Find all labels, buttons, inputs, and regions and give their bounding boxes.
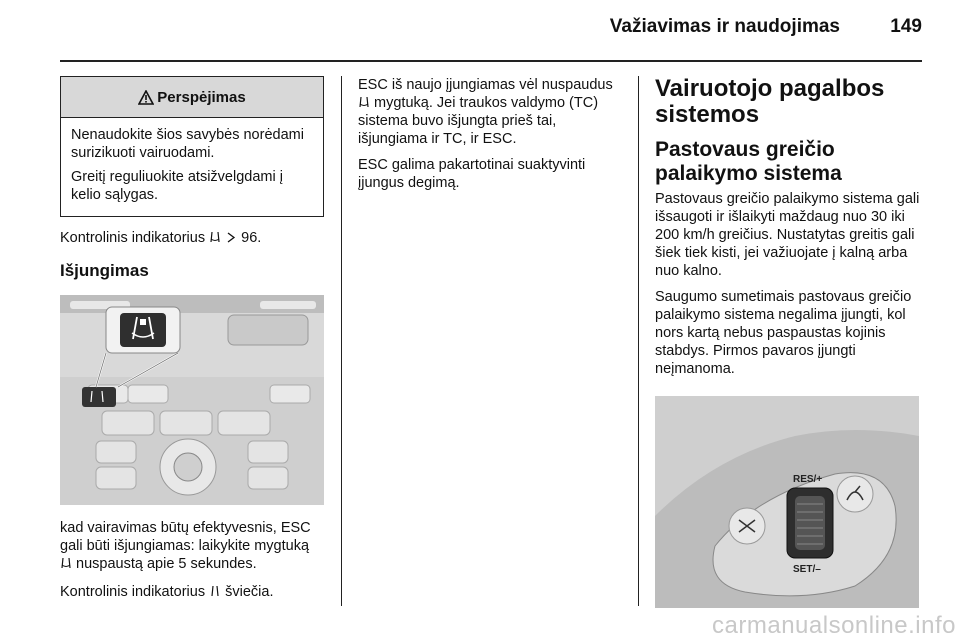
section-heading-off: Išjungimas — [60, 261, 149, 280]
warning-text-2: Greitį reguliuokite atsižvelgdami į kelio sąlygas. — [71, 169, 283, 203]
esc-button-console-illustration — [60, 295, 324, 505]
esc-reactivate-paragraph — [358, 76, 620, 148]
warning-title: Perspėjimas — [157, 88, 246, 106]
page-number: 149 — [890, 16, 922, 37]
column-2 — [358, 76, 620, 192]
esc-reactivate-end: mygtuką. Jei traukos valdymo (TC) sistema buvo išjungta prieš tai, išjungiama ir TC, ir ESC. — [358, 95, 599, 147]
esc-ignition-paragraph: ESC galima pakartotinai suaktyvinti įjungus degimą. — [358, 157, 586, 191]
esc-off-icon — [60, 557, 72, 570]
watermark-url: carmanualsonline.info — [712, 612, 956, 639]
header-rule — [60, 60, 922, 62]
indicator-ref: 96. — [241, 230, 262, 246]
column-divider-1 — [341, 76, 342, 606]
cruise-paragraph-2: Saugumo sumetimais pastovaus greičio palaikymo sistema negalima įjungti, kol nors kartą nebus paspaustas kojinis stabdys. Pirmos pavaros įjungti neįmanoma. — [655, 289, 912, 377]
esc-off-icon — [209, 231, 221, 244]
cruise-paragraph-1: Pastovaus greičio palaikymo sistema gali išsaugoti ir išlaikyti maždaug nuo 30 iki 200 km/h greičius. Nustatytas greitis gali šiek tiek kisti, jei važiuojate į kalną arba nuo kalno. — [655, 191, 920, 279]
warning-text-1: Nenaudokite šios savybės norėdami surizikuoti vairuodami. — [71, 127, 304, 161]
indicator-line — [60, 229, 324, 247]
esc-indicator-icon — [209, 585, 221, 598]
column-1 — [60, 76, 324, 601]
esc-off-icon — [358, 96, 370, 109]
res-label: RES/+ — [793, 474, 823, 485]
body-text-disable — [60, 519, 324, 573]
warning-body — [61, 118, 323, 216]
steering-wheel-cruise-illustration — [655, 396, 919, 608]
warning-triangle-icon — [138, 90, 154, 105]
column-divider-2 — [638, 76, 639, 606]
section-title: Vairuotojo pagalbos sistemos — [655, 75, 885, 128]
column-3 — [655, 76, 923, 608]
warning-box — [60, 76, 324, 217]
indicator2-suffix: šviečia. — [225, 584, 274, 600]
warning-header — [61, 77, 323, 118]
reference-arrow-icon — [225, 231, 237, 244]
body-text-start: kad vairavimas būtų efektyvesnis, ESC gali būti išjungiamas: laikykite mygtuką — [60, 520, 311, 554]
indicator-prefix: Kontrolinis indikatorius — [60, 230, 206, 246]
body-text-end: nuspaustą apie 5 sekundes. — [76, 556, 257, 572]
esc-reactivate-start: ESC iš naujo įjungiamas vėl nuspaudus — [358, 77, 613, 93]
set-label: SET/– — [793, 564, 821, 575]
section-subtitle: Pastovaus greičio palaikymo sistema — [655, 138, 842, 185]
indicator-line-2 — [60, 583, 324, 601]
indicator2-prefix: Kontrolinis indikatorius — [60, 584, 206, 600]
running-header-title: Važiavimas ir naudojimas — [609, 16, 840, 37]
